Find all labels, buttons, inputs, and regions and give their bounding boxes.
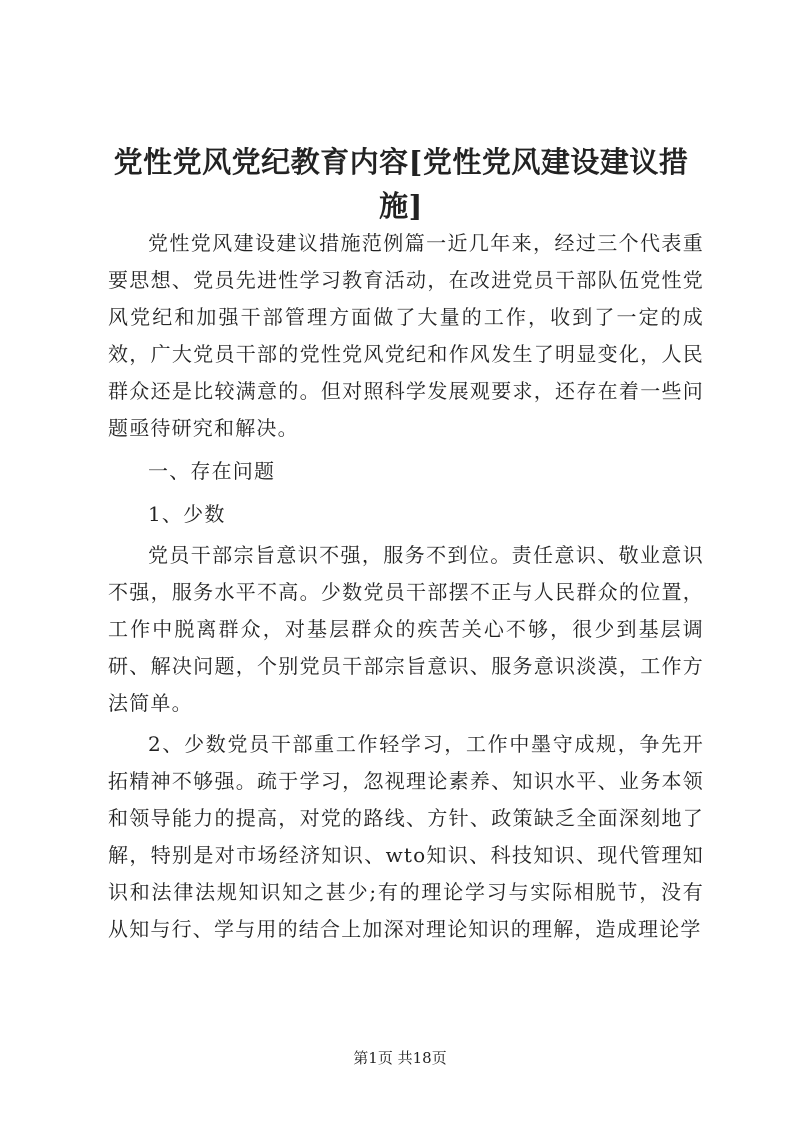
paragraph-study-issues: 2、少数党员干部重工作轻学习，工作中墨守成规，争先开拓精神不够强。疏于学习，忽视理论素养、知识水平、业务本领和领导能力的提高，对党的路线、方针、政策缺乏全面深刻地了解，特别是对市场经济知识、wto知识、科技知识、现代管理知识和法律法规知识知之甚少;有的理论学习与实际相脱节，没有从知与行、学与用的结合上加深对理论知识的理解，造成理论学 (108, 732, 704, 941)
page-title: 党性党风党纪教育内容[党性党风建设建议措施] (113, 145, 689, 223)
section-heading-problems: 一、存在问题 (148, 459, 276, 483)
page-footer: 第1页 共18页 (353, 1049, 447, 1067)
subsection-heading-1: 1、少数 (148, 502, 226, 526)
document-body (108, 225, 704, 948)
paragraph-service-awareness: 党员干部宗旨意识不强，服务不到位。责任意识、敬业意识不强，服务水平不高。少数党员干部摆不正与人民群众的位置，工作中脱离群众，对基层群众的疾苦关心不够，很少到基层调研、解决问题，个别党员干部宗旨意识、服务意识淡漠，工作方法简单。 (108, 543, 704, 715)
paragraph-intro: 党性党风建设建议措施范例篇一近几年来，经过三个代表重要思想、党员先进性学习教育活动，在改进党员干部队伍党性党风党纪和加强干部管理方面做了大量的工作，收到了一定的成效，广大党员干部的党性党风党纪和作风发生了明显变化，人民群众还是比较满意的。但对照科学发展观要求，还存在着一些问题亟待研究和解决。 (108, 231, 704, 440)
